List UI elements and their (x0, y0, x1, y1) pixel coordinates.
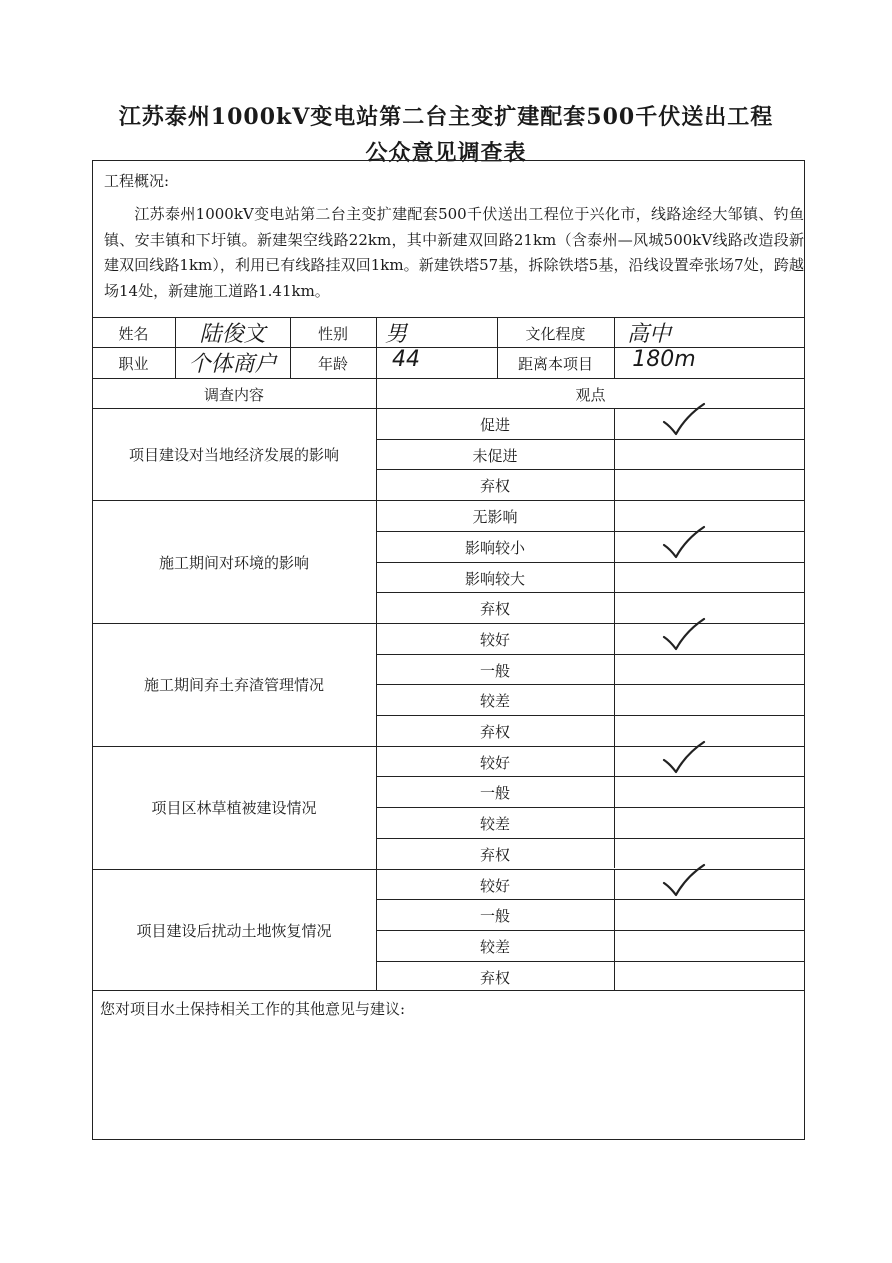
check-mark-icon (660, 617, 708, 657)
question-label: 施工期间对环境的影响 (158, 553, 309, 572)
option-label: 无影响 (472, 508, 518, 527)
check-mark-icon (660, 402, 708, 442)
distance-value: 180m (632, 347, 696, 372)
divider (376, 776, 805, 777)
age-label: 年龄 (317, 355, 348, 373)
divider (376, 807, 805, 808)
divider (614, 623, 615, 746)
divider (614, 500, 615, 623)
divider (614, 869, 615, 992)
option-label: 弃权 (479, 477, 510, 496)
option-label: 弃权 (479, 600, 510, 619)
divider (376, 531, 805, 532)
question-label: 项目区林草植被建设情况 (151, 799, 317, 818)
divider (376, 715, 805, 716)
option-label: 促进 (479, 416, 510, 434)
name-label: 姓名 (118, 325, 149, 343)
option-label: 较差 (479, 937, 510, 956)
option-label: 影响较小 (464, 538, 525, 557)
option-label: 较好 (479, 753, 510, 772)
opinion-column-header: 观点 (575, 386, 606, 404)
comments-label: 您对项目水土保持相关工作的其他意见与建议: (100, 1000, 406, 1018)
check-mark-icon (660, 525, 708, 565)
divider (614, 746, 615, 869)
question-label: 项目建设对当地经济发展的影响 (128, 446, 339, 465)
divider (376, 899, 805, 900)
occupation-label: 职业 (118, 355, 149, 373)
name-value: 陆俊文 (199, 322, 266, 347)
divider (376, 838, 805, 839)
document-title: 江苏泰州1000kV变电站第二台主变扩建配套500千伏送出工程 (118, 104, 774, 130)
divider (376, 469, 805, 470)
overview-text (104, 202, 804, 304)
option-label: 一般 (479, 907, 510, 926)
divider (92, 990, 805, 991)
check-mark-icon (660, 740, 708, 780)
education-value: 高中 (626, 322, 671, 347)
gender-label: 性别 (317, 325, 348, 343)
education-label: 文化程度 (525, 325, 586, 343)
check-mark-icon (660, 863, 708, 903)
divider (376, 961, 805, 962)
gender-value: 男 (384, 322, 407, 347)
distance-label: 距离本项目 (517, 355, 593, 373)
overview-heading: 工程概况: (104, 172, 170, 190)
divider (376, 592, 805, 593)
option-label: 影响较大 (464, 569, 525, 588)
divider (376, 654, 805, 655)
divider (376, 930, 805, 931)
option-label: 弃权 (479, 845, 510, 864)
option-label: 较差 (479, 815, 510, 834)
divider (614, 408, 615, 500)
divider (376, 439, 805, 440)
divider (376, 562, 805, 563)
option-label: 一般 (479, 784, 510, 803)
option-label: 未促进 (472, 446, 518, 465)
divider (376, 684, 805, 685)
overview-paragraph: 江苏泰州1000kV变电站第二台主变扩建配套500千伏送出工程位于兴化市，线路途经大邹镇、钓鱼镇、安丰镇和下圩镇。新建架空线路22km，其中新建双回路21km（含泰州—风城500kV线路改造段新建双回线路1km），利用已有线路挂双回1km。新建铁塔57基，拆除铁塔5基，沿线设置牵张场7处，跨越场14处，新建施工道路1.41km。 (104, 205, 804, 300)
content-column-header: 调查内容 (203, 386, 264, 404)
option-label: 较好 (479, 876, 510, 895)
document-subtitle: 公众意见调查表 (365, 140, 527, 166)
divider (92, 378, 805, 379)
age-value: 44 (392, 347, 420, 372)
question-label: 项目建设后扰动土地恢复情况 (136, 921, 332, 940)
option-label: 一般 (479, 661, 510, 680)
option-label: 弃权 (479, 723, 510, 741)
option-label: 较好 (479, 630, 510, 649)
divider (92, 500, 805, 501)
question-label: 施工期间弃土弃渣管理情况 (143, 676, 324, 695)
occupation-value: 个体商户 (188, 352, 277, 377)
option-label: 较差 (479, 692, 510, 711)
option-label: 弃权 (479, 968, 510, 987)
